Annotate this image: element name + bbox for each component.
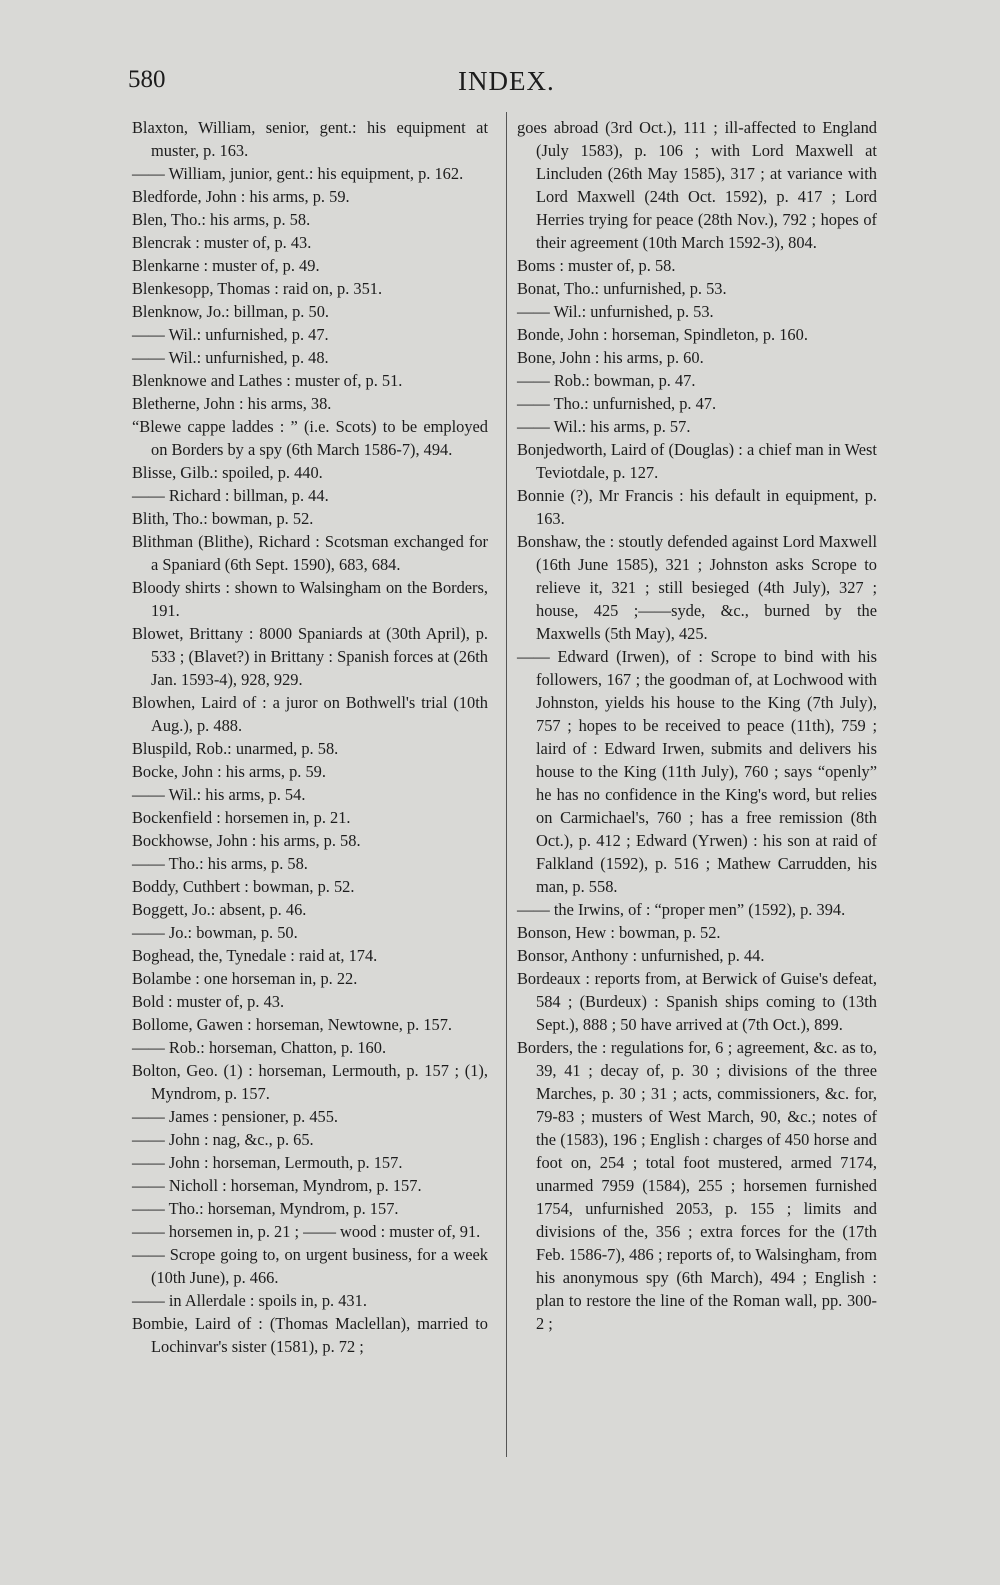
index-entry: Blenkesopp, Thomas : raid on, p. 351. [132, 279, 383, 298]
index-entry: Bonshaw, the : stoutly defended against Lord Maxwell (16th June 1585), 321 ; Johnston asks Scrope to relieve it, 321 ; still besieged (4th July), 327 ; house, 425 ;——syde, &c., burned by the Maxwells (5th May), 425. [517, 532, 877, 643]
index-entry: —— Tho.: horseman, Myndrom, p. 157. [132, 1199, 399, 1218]
index-entry: Bocke, John : his arms, p. 59. [132, 762, 326, 781]
index-entry: —— Wil.: unfurnished, p. 53. [517, 302, 714, 321]
index-entry: —— Tho.: his arms, p. 58. [132, 854, 308, 873]
index-entry: —— Tho.: unfurnished, p. 47. [517, 394, 717, 413]
index-entry: —— Wil.: unfurnished, p. 48. [132, 348, 329, 367]
index-entry: Bletherne, John : his arms, 38. [132, 394, 332, 413]
index-entry: Blaxton, William, senior, gent.: his equipment at muster, p. 163. [132, 118, 488, 160]
page-number: 580 [128, 66, 166, 93]
column-divider [506, 112, 507, 1457]
index-entry: —— Scrope going to, on urgent business, for a week (10th June), p. 466. [132, 1245, 488, 1287]
index-entry: Blisse, Gilb.: spoiled, p. 440. [132, 463, 323, 482]
index-entry: Bonson, Hew : bowman, p. 52. [517, 923, 721, 942]
index-entry: Blith, Tho.: bowman, p. 52. [132, 509, 314, 528]
index-entry: Blowhen, Laird of : a juror on Bothwell's trial (10th Aug.), p. 488. [132, 693, 488, 735]
index-entry: Bluspild, Rob.: unarmed, p. 58. [132, 739, 339, 758]
index-entry: Bordeaux : reports from, at Berwick of Guise's defeat, 584 ; (Burdeux) : Spanish ships coming to (13th Sept.), 888 ; 50 have arrived at (7th Oct.), 899. [517, 969, 877, 1034]
index-entry: goes abroad (3rd Oct.), 111 ; ill-affected to England (July 1583), p. 106 ; with Lord Maxwell at Lincluden (26th May 1585), 317 ; at variance with Lord Maxwell (24th Oct. 1592), p. 417 ; Lord Herries trying for peace (28th Nov.), 792 ; hopes of their agreement (10th March 1592-3), 804. [517, 118, 877, 252]
index-entry: Blenkarne : muster of, p. 49. [132, 256, 320, 275]
index-entry: —— Edward (Irwen), of : Scrope to bind with his followers, 167 ; the goodman of, at Lochwood with Johnston, yields his house to the King (7th July), 757 ; hopes to be received to peace (11th), 759 ; laird of : Edward Irwen, submits and delivers his house to the King (11th July), 760 ; says “openly” he has no confidence in the King's word, but relies on Carmichael's, 760 ; has a free remission (8th Oct.), p. 412 ; Edward (Yrwen) : his son at raid of Falkland (1592), p. 516 ; Mathew Carrudden, his man, p. 558. [517, 647, 877, 896]
index-entry: Blowet, Brittany : 8000 Spaniards at (30th April), p. 533 ; (Blavet?) in Brittany : Spanish forces at (26th Jan. 1593-4), 928, 929. [132, 624, 488, 689]
index-entry: —— Wil.: his arms, p. 54. [132, 785, 306, 804]
index-entry: Bockenfield : horsemen in, p. 21. [132, 808, 351, 827]
index-entry: —— John : horseman, Lermouth, p. 157. [132, 1153, 403, 1172]
index-entry: Blenknow, Jo.: billman, p. 50. [132, 302, 329, 321]
index-entry: —— Rob.: horseman, Chatton, p. 160. [132, 1038, 387, 1057]
index-entry: —— Nicholl : horseman, Myndrom, p. 157. [132, 1176, 422, 1195]
index-entry: Borders, the : regulations for, 6 ; agreement, &c. as to, 39, 41 ; decay of, p. 30 ; divisions of the three Marches, p. 30 ; 31 ; acts, commissioners, &c. for, 79-83 ; musters of West March, 90, &c.; notes of the (1583), 196 ; English : charges of 450 horse and foot on, 254 ; total foot mustered, armed 7174, unarmed 7959 (1584), 255 ; horsemen furnished 1754, unfurnished 2053, p. 155 ; limits and divisions of the, 356 ; extra forces for the (17th Feb. 1586-7), 486 ; reports of, to Walsingham, from his anonymous spy (6th March), 494 ; English : plan to restore the line of the Roman wall, pp. 300-2 ; [517, 1038, 877, 1333]
index-entry: —— James : pensioner, p. 455. [132, 1107, 339, 1126]
index-entry: Bonjedworth, Laird of (Douglas) : a chief man in West Teviotdale, p. 127. [517, 440, 877, 482]
index-entry: Blenknowe and Lathes : muster of, p. 51. [132, 371, 403, 390]
index-entry: Blencrak : muster of, p. 43. [132, 233, 312, 252]
index-entry: Bone, John : his arms, p. 60. [517, 348, 704, 367]
index-entry: —— Richard : billman, p. 44. [132, 486, 329, 505]
index-entry: Blen, Tho.: his arms, p. 58. [132, 210, 311, 229]
index-entry: Boms : muster of, p. 58. [517, 256, 676, 275]
index-entry: Boddy, Cuthbert : bowman, p. 52. [132, 877, 355, 896]
index-entry: Bolton, Geo. (1) : horseman, Lermouth, p. 157 ; (1), Myndrom, p. 157. [132, 1061, 488, 1103]
index-entry: Bold : muster of, p. 43. [132, 992, 285, 1011]
left-column [132, 116, 488, 1358]
index-entry: —— William, junior, gent.: his equipment, p. 162. [132, 164, 464, 183]
index-entry: Bollome, Gawen : horseman, Newtowne, p. 157. [132, 1015, 453, 1034]
page-title: INDEX. [458, 66, 555, 96]
index-entry: Bolambe : one horseman in, p. 22. [132, 969, 358, 988]
index-entry: —— Rob.: bowman, p. 47. [517, 371, 696, 390]
index-entry: —— in Allerdale : spoils in, p. 431. [132, 1291, 367, 1310]
index-entry: —— Jo.: bowman, p. 50. [132, 923, 298, 942]
right-column [517, 116, 877, 1335]
index-entry: Bonsor, Anthony : unfurnished, p. 44. [517, 946, 765, 965]
index-entry: Bombie, Laird of : (Thomas Maclellan), married to Lochinvar's sister (1581), p. 72 ; [132, 1314, 488, 1356]
index-entry: Bonde, John : horseman, Spindleton, p. 160. [517, 325, 808, 344]
index-entry: Bonat, Tho.: unfurnished, p. 53. [517, 279, 727, 298]
index-entry: —— John : nag, &c., p. 65. [132, 1130, 314, 1149]
index-entry: Bonnie (?), Mr Francis : his default in equipment, p. 163. [517, 486, 877, 528]
index-entry: —— Wil.: unfurnished, p. 47. [132, 325, 329, 344]
index-entry: Blithman (Blithe), Richard : Scotsman exchanged for a Spaniard (6th Sept. 1590), 683, 684. [132, 532, 488, 574]
index-entry: —— Wil.: his arms, p. 57. [517, 417, 691, 436]
index-entry: Bledforde, John : his arms, p. 59. [132, 187, 350, 206]
page-header [128, 66, 988, 106]
index-entry: “Blewe cappe laddes : ” (i.e. Scots) to be employed on Borders by a spy (6th March 1586-7), 494. [132, 417, 488, 459]
index-entry: Boghead, the, Tynedale : raid at, 174. [132, 946, 378, 965]
index-entry: Bloody shirts : shown to Walsingham on the Borders, 191. [132, 578, 488, 620]
index-entry: Boggett, Jo.: absent, p. 46. [132, 900, 307, 919]
index-entry: Bockhowse, John : his arms, p. 58. [132, 831, 361, 850]
index-entry: —— the Irwins, of : “proper men” (1592), p. 394. [517, 900, 846, 919]
index-entry: —— horsemen in, p. 21 ; —— wood : muster of, 91. [132, 1222, 481, 1241]
